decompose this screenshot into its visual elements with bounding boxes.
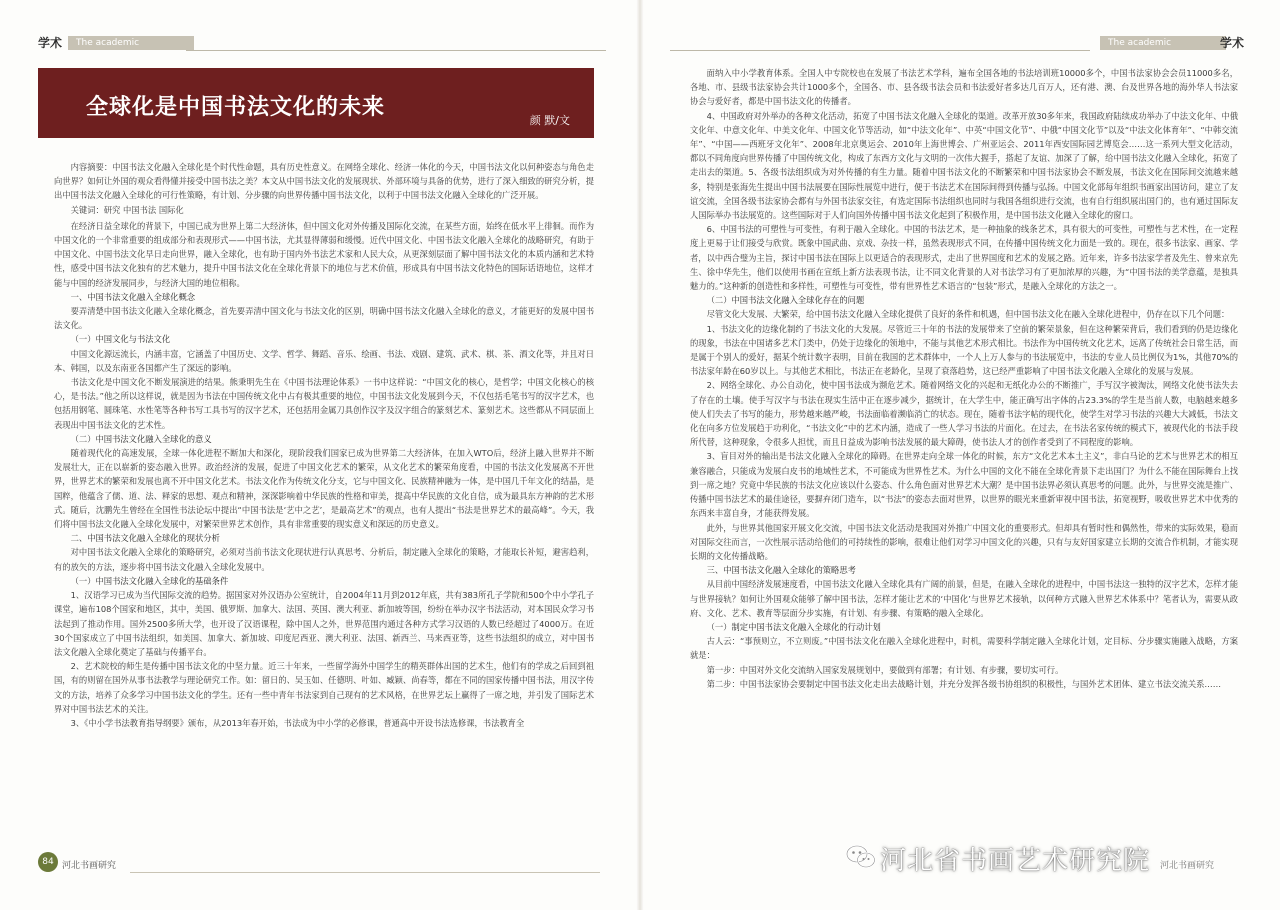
section-label-right: 学术 <box>1220 36 1245 50</box>
body-paragraph: 中国文化源远流长，内涵丰富，它涵盖了中国历史、文学、哲学、舞蹈、音乐、绘画、书法、戏剧、建筑、武术、棋、茶、酒文化等，并且对日本、韩国，以及东南亚各国都产生了深远的影响。 <box>54 348 594 373</box>
right-body-column <box>690 66 1238 846</box>
body-paragraph: 对中国书法文化融入全球化的策略研究，必须对当前书法文化现状进行认真思考、分析后，制定融入全球化的策略，才能取长补短，避害趋利，有的放矢的方法，逐步将中国书法文化融入全球化发展中。 <box>54 547 594 572</box>
footer-publication-right: 河北书画研究 <box>1160 861 1215 871</box>
abstract-paragraph: 内容摘要：中国书法文化融入全球化是个时代性命题，具有历史性意义。在网络全球化、经济一体化的今天，中国书法文化以何种姿态与角色走向世界？如何让外国的观众看得懂并接受中国书法之美？本文从中国书法文化的发展现状、外部环境与具备的优势，进行了深入细致的研究分析，提出中国书法文化融入全球化的可行性策略，有计划、分步骤的向世界传播中国书法文化，以利于中国书法文化融入全球化的广泛开展。 <box>54 162 594 201</box>
title-banner <box>38 68 594 138</box>
body-paragraph: 第一步：中国对外文化交流纳入国家发展规划中，要做到有部署；有计划、有步骤，要切实可行。 <box>706 664 1064 675</box>
body-paragraph: 尽管文化大发展、大繁荣，给中国书法文化融入全球化提供了良好的条件和机遇，但中国书法文化在融入全球化进程中，仍存在以下几个问题： <box>706 309 1230 320</box>
body-paragraph: 此外，与世界其他国家开展文化交流，中国书法文化活动是我国对外推广中国文化的重要形式。但却具有暂时性和偶然性，带来的实际效果，稳而对国际交往而言，一次性展示活动给他们的可持续性的影响，很难让他们对学习中国文化的兴趣，只有与友好国家建立长期的交流合作机制，才能实现长期的文化传播战略。 <box>690 522 1238 561</box>
body-paragraph: 4、中国政府对外举办的各种文化活动，拓宽了中国书法文化融入全球化的渠道。改革开放30多年来，我国政府陆续成功举办了中法文化年、中俄文化年、中意文化年、中美文化年、中国文化节等活动，如“中法文化年”、中英“中国文化节”、中俄“中国文化节”以及“中法文化体育年”、“中韩交流年”、“中国——西班牙文化年”、2008年北京奥运会、2010年上海世博会、广州亚运会、2011年西安国际园艺博览会……这一系列大型文化活动，都以不同角度向世界传播了中国传统文化，构成了东西方文化与文明的一次伟大握手，搭起了友谊、加深了了解，给中国书法文化融入全球化，拓宽了走出去的渠道。5、各级书法组织成为对外传播的有生力量。随着中国书法文化的不断繁荣和中国书法家协会不断发展，书法文化在国际间交流越来越多，特别是张海先生提出中国书法展要在国际性展览中进行，便于书法艺术在国际间得到传播与弘扬。中国文化部每年组织书画家出国访问，建立了友谊交流，全国各级书法家协会都有与外国书法家交往，有选定国际书法组织也同时与我国各组织进行交流，也有自行组织展出国门的，也有通过国际友人国际举办书法展览的。这些国际对于人们向国外传播中国书法文化起到了积极作用，是中国书法文化融入全球化的窗口。 <box>690 110 1238 221</box>
body-paragraph: 1、汉语学习已成为当代国际交流的趋势。据国家对外汉语办公室统计，自2004年11月到2012年底，共有383所孔子学院和500个中小学孔子课堂，遍布108个国家和地区，其中，美国、俄罗斯、加拿大、法国、英国、澳大利亚、新加坡等国，纷纷在举办汉字书法活动，对本国民众学习书法起到了推动作用。国外2500多所大学，也开设了汉语课程，除中国人之外，世界范围内通过各种方式学习汉语的人数已经超过了4000万。在近30个国家成立了中国书法组织，如美国、加拿大、新加坡、印度尼西亚、澳大利亚、法国、新西兰、马来西亚等，这些书法组织的成立，对中国书法文化融入全球化奠定了基础与传播平台。 <box>54 590 594 657</box>
header-rule-left <box>186 50 606 51</box>
body-paragraph: 在经济日益全球化的背景下，中国已成为世界上第二大经济体，但中国文化对外传播及国际化交流，在某些方面，始终在低水平上徘徊。而作为中国文化的一个非常重要的组成部分和表现形式——中国书法，尤其显得薄弱和缓慢。近代中国文化、中国书法文化融入全球化的战略研究，有助于中国文化、中国书法文化早日走向世界，融入全球化，也有助于国内外书法艺术家和人民大众，从更深刻层面了解中国书法文化的本质内涵和艺术特性，感受中国书法文化独有的艺术魅力，提升中国书法文化在全球化背景下的地位与艺术价值，形成具有中国书法文化特色的国际话语地位，这样才能与中国的经济发展同步，与经济大国的地位相称。 <box>54 220 594 288</box>
subsection-heading: （二）中国书法文化融入全球化存在的问题 <box>706 295 865 306</box>
body-paragraph: 从目前中国经济发展速度看，中国书法文化融入全球化具有广阔的前景，但是，在融入全球化的进程中，中国书法这一独特的汉字艺术，怎样才能与世界接轨？如何让外国观众能够了解中国书法，怎样才能让艺术的‘中国化’与世界艺术接轨，以何种方式融入世界艺术体系中？笔者认为，需要从政府、文化、艺术、教育等层面分步实施，有计划、有步骤、有策略的融入全球化。 <box>690 579 1238 618</box>
body-paragraph: 第二步：中国书法家协会要制定中国书法文化走出去战略计划，并充分发挥各级书协组织的积极性，与国外艺术团体、建立书法交流关系…… <box>706 678 1222 689</box>
body-paragraph: 要弄清楚中国书法文化融入全球化概念，首先要弄清中国文化与书法文化的区别，明确中国书法文化融入全球化的意义，才能更好的发展中国书法文化。 <box>54 306 594 331</box>
section-heading: 二、中国书法文化融入全球化的现状分析 <box>70 533 220 544</box>
keywords-line: 关键词：研究 中国书法 国际化 <box>70 204 184 215</box>
subsection-heading: （二）中国书法文化融入全球化的意义 <box>70 433 212 444</box>
body-paragraph: 随着现代化的高速发展，全球一体化进程不断加大和深化，现阶段我们国家已成为世界第二大经济体，在加入WTO后，经济上融入世界并不断发展壮大，正在以崭新的姿态融入世界。政治经济的发展，促进了中国文化艺术的繁荣，从文化艺术的繁荣角度看，中国的书法文化发展离不开世界，世界艺术的繁荣和发展也离不开中国文化艺术。书法文化作为传统文化分支，它与中国文化、民族精神融为一体，是中国几千年文化的结晶，是国粹，他蕴含了儒、道、法、释家的思想、观点和精神，深深影响着中华民族的性格和审美，提高中华民族的文化自信，成为最具东方神韵的艺术形式。随后，沈鹏先生曾经在全国性书法论坛中提出“中国书法是‘艺中之艺’，是最高艺术”的观点，也有人提出“书法是世界艺术的最高峰”。今天，我们将中国书法文化融入全球化发展中，对繁荣世界艺术创作，具有非常重要的现实意义和深远的历史意义。 <box>54 448 594 530</box>
section-heading: 三、中国书法文化融入全球化的策略思考 <box>706 565 856 576</box>
body-paragraph: 1、书法文化的边缘化制约了书法文化的大发展。尽管近三十年的书法的发展带来了空前的繁荣景象，但在这种繁荣背后，我们看到的仍是边缘化的现象，书法在中国诸多艺术门类中，仍处于边缘化的领地中，不能与其他艺术形式相比。书法作为中国传统文化艺术，远离了传统社会日常生活，而是属于个别人的爱好，据某个统计数字表明，目前在我国的艺术群体中，一个人上万人参与的书法展览中，书法的专业人员比例仅为1%，其他70%的书法家年龄在60岁以上。与其他艺术相比，书法正在老龄化，呈现了衰落趋势，这已经严重影响了中国书法文化融入全球化的发展与发展。 <box>690 323 1238 377</box>
footer-rule-left <box>130 872 600 873</box>
body-paragraph: 2、网络全球化、办公自动化，使中国书法成为濒危艺术。随着网络文化的兴起和无纸化办公的不断推广，手写汉字被淘汰，网络文化使书法失去了存在的土壤。使手写汉字与书法在现实生活中正在逐步减少，据统计，在大学生中，能正确写出字体的占23.3%的学生是当前人数，电脑越来越多使人们失去了书写的能力，形势越来越严峻，书法面临着濒临消亡的状态。现在，随着书法字帖的现代化，使学生对学习书法的兴趣大大减低，书法文化在向多方位发展趋于功利化，“书法文化”中的艺术内涵，造成了一些人学习书法的片面化。在过去，在书法名家传统的模式下，被现代化的书法手段所代替，这种现象，令很多人担忧，而且日益成为影响书法发展的最大障碍，使书法人才的创作者受到了不同程度的影响。 <box>690 380 1238 448</box>
footer-publication-left: 河北书画研究 <box>62 861 117 871</box>
right-page <box>640 0 1280 910</box>
section-heading: 一、中国书法文化融入全球化概念 <box>70 291 196 302</box>
watermark-text: 河北省书画艺术研究院 <box>880 846 1151 876</box>
subsection-heading: （一）中国文化与书法文化 <box>70 334 171 345</box>
article-title: 全球化是中国书法文化的未来 <box>86 94 386 120</box>
header-rule-right <box>670 50 1090 51</box>
subsection-heading: （一）制定中国书法文化融入全球化的行动计划 <box>706 621 881 632</box>
wechat-icon <box>846 844 876 870</box>
body-paragraph: 6、中国书法的可塑性与可变性，有利于融入全球化。中国的书法艺术，是一种抽象的线条艺术，具有很大的可变性，可塑性与艺术性，在一定程度上更易于让们接受与欣赏。既象中国武曲、京戏、杂技一样，虽然表现形式不同，在传播中国传统文化力面是一致的。现在，很多书法家、画家、学者，以中西合璧为主旨，探讨中国书法在国际上以更适合的表现形式，走出了世界国度和艺术的发展之路。近年来，许多书法家学者及先生、曾来京先生、徐中华先生，他们以使用书画在宣纸上新方法表现书法，让不同文化背景的人对书法学习有了更加浓厚的兴趣，为“中国书法的美学意蕴，是独具魅力的。”这种新的创造性和多样性，可塑性与可变性，带有世界性艺术语言的“包装”形式，是融入全球化的方法之一。 <box>690 224 1238 292</box>
body-paragraph: 3、《中小学书法教育指导纲要》颁布，从2013年春开始，书法成为中小学的必修课，普通高中开设书法选修课，书法教育全 <box>70 717 525 728</box>
section-tab-right: The academic <box>1100 36 1226 50</box>
page-number-badge: 84 <box>38 852 58 872</box>
body-paragraph: 2、艺术院校的师生是传播中国书法文化的中坚力量。近三十年来，一些留学海外中国学生的精英群体出国的艺术生，他们有的学成之后回到祖国，有的则留在国外从事书法教学与理论研究工作。如：留日的、吴玉如、任德明、叶如、臧颖、尚春等，都在不同的国家传播中国书法，用汉字传文的方法，培养了众多学习中国书法文化的学生。还有一些中青年书法家到自己现有的艺术风格，在世界艺坛上赢得了一席之地，并引发了国际艺术界对中国书法艺术的关注。 <box>54 661 594 714</box>
left-body-column <box>54 160 594 840</box>
section-tab-left: The academic <box>68 36 194 50</box>
body-paragraph: 古人云：“事预则立，不立则废。”中国书法文化在融入全球化进程中，时机，需要科学制定融入全球化计划，定目标、分步骤实施融入战略，方案就是： <box>690 636 1238 661</box>
section-label-left: 学术 <box>38 36 63 50</box>
body-paragraph: 3、盲目对外的输出是书法文化融入全球化的障碍。在世界走向全球一体化的时候，东方“文化艺术本土主义”，非白马论的艺术与世界艺术的相互兼容融合，只能成为发展白皮书的地域性艺术，不可能成为世界性艺术。为什么中国的文化不能在全球化背景下走出国门？为什么不能在国际舞台上找到一席之地？究竟中华民族的书法文化应该以什么姿态、什么角色面对世界艺术大潮？是中国书法界必须认真思考的问题。此外，与世界交流是推广、传播中国书法艺术的最佳途径，要摒弃闭门造车，以“书法”的姿态去面对世界，以世界的眼光来重新审视中国书法，拓宽视野，吸收世界艺术中优秀的东西来丰富自身，才能获得发展。 <box>690 451 1238 519</box>
article-author: 颜 默/文 <box>529 114 570 127</box>
subsection-heading: （一）中国书法文化融入全球化的基础条件 <box>70 575 229 586</box>
body-paragraph: 面纳入中小学教育体系。全国人中专院校也在发展了书法艺术学科，遍布全国各地的书法培训班10000多个，中国书法家协会会员11000多名，各地、市、县级书法家协会共计1000多个，全国各、市、县各级书法会员和书法爱好者多达几百万人，还有港、澳、台及世界各地的海外华人书法家协会与爱好者，都是中国书法文化的传播者。 <box>690 68 1238 107</box>
body-paragraph: 书法文化是中国文化不断发展演进的结果。熊秉明先生在《中国书法理论体系》一书中这样说：“中国文化的核心，是哲学；中国文化核心的核心，是书法。”他之所以这样说，就是因为书法在中国传统文化中占有极其重要的地位，中国书法文化发展到今天，不仅包括毛笔书写的汉字艺术，也包括用钢笔、圆珠笔、水性笔等各种书写工具书写的汉字艺术，还包括用金属刀具创作汉字及汉字组合的篆刻艺术、篆刻艺术。这些都从不同层面上表现出中国书法文化的艺术性。 <box>54 377 594 430</box>
